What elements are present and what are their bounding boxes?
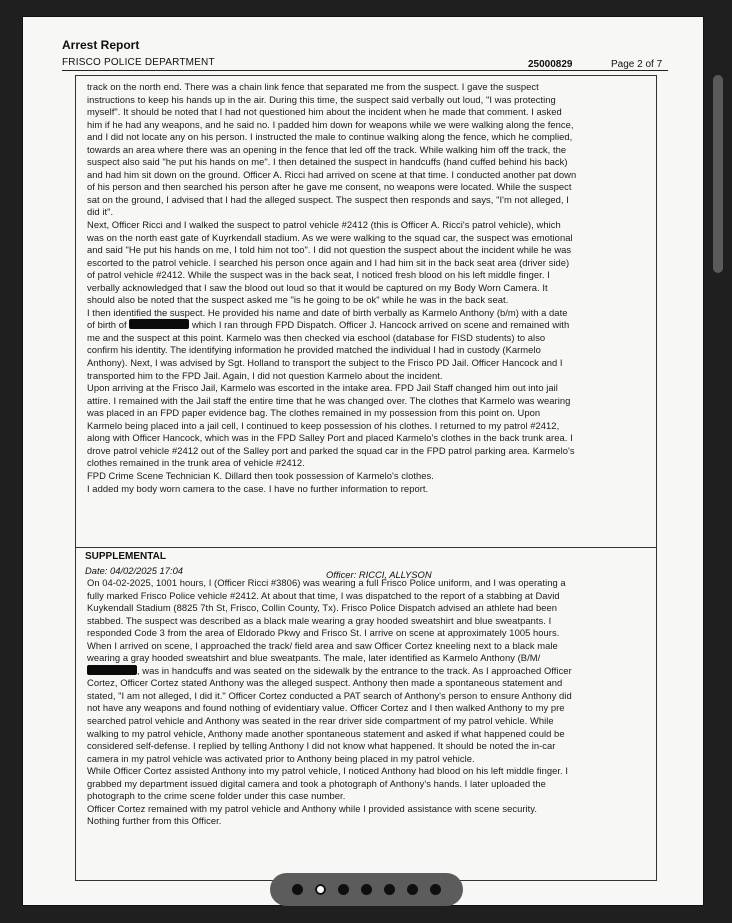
page-pager [270,873,463,906]
redaction-bar [129,319,189,329]
supplemental-date: Date: 04/02/2025 17:04 [85,565,183,576]
supplemental-paragraph: Officer Cortez remained with my patrol vehicle and Anthony while I provided assistance with scene security. [87,802,537,814]
department-name: FRISCO POLICE DEPARTMENT [62,57,215,68]
supplemental-text-run: , was in handcuffs and was seated on the sidewalk by the entrance to the track. As I approached Officer Cortez, Officer Cortez stated Anthony was the alleged suspect. Anthony then made a spontaneous statement and stated, "I am not alleged, I did it." Officer Cortez conducted a PAT search of Anthony's person to ensure Anthony did not have any weapons and found nothing of evidentiary value. Officer Cortez and I then walked Anthony to my pre searched patrol vehicle and Anthony was seated in the rear driver side compartment of my patrol vehicle. While walking to my patrol vehicle, Anthony made another spontaneous statement and asked if what happened could be considered self-defense. I replied by telling Anthony I did not know what happened. It should be noted the in-car camera in my patrol vehicle was activated prior to Anthony being placed in my patrol vehicle. [87,664,572,764]
report-title: Arrest Report [62,38,140,52]
page-dot-6[interactable] [407,884,418,895]
page-dot-2[interactable] [315,884,326,895]
narrative-text-run: which I ran through FPD Dispatch. Officer J. Hancock arrived on scene and remained with me and the suspect at this point. Karmelo was then checked via eschool (database for FISD students) to also confirm his identity. The identifying information he provided matched the individual I had in custody (Karmelo Anthony). Next, I was advised by Sgt. Holland to transport the subject to the Frisco PD Jail. Officer Hancock and I transported him to the FPD Jail. Again, I did not question Karmelo about the incident. [87,319,570,381]
supplemental-paragraph: On 04-02-2025, 1001 hours, I (Officer Ricci #3806) was wearing a full Frisco Police uniform, and I was operating a fully marked Frisco Police vehicle #2412. At about that time, I was dispatched to the report of a stabbing at David Kuykendall Stadium (8825 7th St, Frisco, Collin County, Tx). Frisco Police Dispatch advised an athlete had been stabbed. The suspect was described as a black male wearing a gray hooded sweatshirt and blue sweatpants. I responded Code 3 from the area of Eldorado Pkwy and Frisco St. I arrive on scene at approximately 1005 hours. [87,577,566,639]
page-dot-7[interactable] [430,884,441,895]
page-label: Page 2 of 7 [611,59,663,70]
narrative-paragraph: track on the north end. There was a chain link fence that separated me from the suspect. I gave the suspect instructions to keep his hands up in the air. During this time, the suspect said verbally out loud, "I was protecting myself". It should be noted that I had not questioned him about the incident when he made that comment. I asked him if he had any weapons, and he said no. I padded him down for weapons while we were walking along the fence, and I did not locate any on his person. I instructed the male to continue walking along the fence, which he complied, towards an area where there was an opening in the fence that led off the track. While walking him off the track, the suspect also said "he put his hands on me". I then detained the suspect in handcuffs (hand cuffed behind his back) and had him sit down on the ground. Officer A. Ricci had arrived on scene at that time. I conducted another pat down of his person and then searched his person after he gave me consent, no weapons were located. While the suspect sat on the ground, I advised that I had the alleged suspect. The suspect then responds and says, "I'm not alleged, I did it". [87,81,577,218]
supplemental-text-run: When I arrived on scene, I approached the track/ field area and saw Officer Cortez kneeling next to a black male wearing a gray hooded sweatshirt and blue sweatpants. The male, later identified as Karmelo Anthony (B/M/ [87,639,558,664]
supplemental-paragraph: While Officer Cortez assisted Anthony into my patrol vehicle, I noticed Anthony had blood on his left middle finger. I grabbed my department issued digital camera and took a photograph of Anthony's hands. I later uploaded the photograph to the crime scene folder under this case number. [87,765,568,802]
narrative-text-run: I then identified the suspect. He provided his name and date of birth verbally as Karmelo Anthony (b/m) with a date of birth of [87,306,568,331]
redaction-bar [87,665,137,675]
report-number: 25000829 [528,59,573,70]
supplemental-paragraph [87,640,577,765]
page-dot-4[interactable] [361,884,372,895]
narrative-paragraph: FPD Crime Scene Technician K. Dillard then took possession of Karmelo's clothes. [87,469,434,481]
narrative-paragraph: Next, Officer Ricci and I walked the suspect to patrol vehicle #2412 (this is Officer A. Ricci's patrol vehicle), which was on the north east gate of Kuyrkendall stadium. As we were walking to the squad car, the suspect was emotional and said "He put his hands on me, I told him not too". I did not question the suspect about the incident while he was escorted to the patrol vehicle. I searched his person once again and I had him sit in the back seat area (driver side) of patrol vehicle #2412. While the suspect was in the back seat, I noticed fresh blood on his left middle finger. I verbally acknowledged that I saw the blood out loud so that it would be captured on my Body Worn Camera. It should also be noted that the suspect asked me "is he going to be ok" while he was in the back seat. [87,219,573,306]
vertical-scrollbar[interactable] [713,75,723,273]
document-page [23,17,703,905]
header-divider [62,70,668,71]
section-divider [75,547,657,548]
supplemental-paragraph: Nothing further from this Officer. [87,815,222,827]
supplemental-officer: Officer: RICCI, ALLYSON [326,569,432,580]
narrative-paragraph: Upon arriving at the Frisco Jail, Karmelo was escorted in the intake area. FPD Jail Staff changed him out into jail attire. I remained with the Jail staff the entire time that he was changed over. The clothes that Karmelo was wearing was placed in an FPD paper evidence bag. The clothes remained in my possession from this point on. Upon Karmelo being placed into a jail cell, I continued to keep possession of his clothes. I returned to my patrol #2412, along with Officer Hancock, which was in the FPD Salley Port and placed Karmelo's clothes in the back trunk area. I drove patrol vehicle #2412 out of the Salley port and parked the squad car in the FPD patrol parking area. Karmelo's clothes remained in the trunk area of vehicle #2412. [87,382,575,469]
supplemental-text [87,577,577,828]
page-dot-3[interactable] [338,884,349,895]
narrative-paragraph [87,307,577,382]
narrative-paragraph: I added my body worn camera to the case. I have no further information to report. [87,482,429,494]
supplemental-title: SUPPLEMENTAL [85,551,166,562]
narrative-text [87,81,577,495]
page-dot-1[interactable] [292,884,303,895]
page-dot-5[interactable] [384,884,395,895]
